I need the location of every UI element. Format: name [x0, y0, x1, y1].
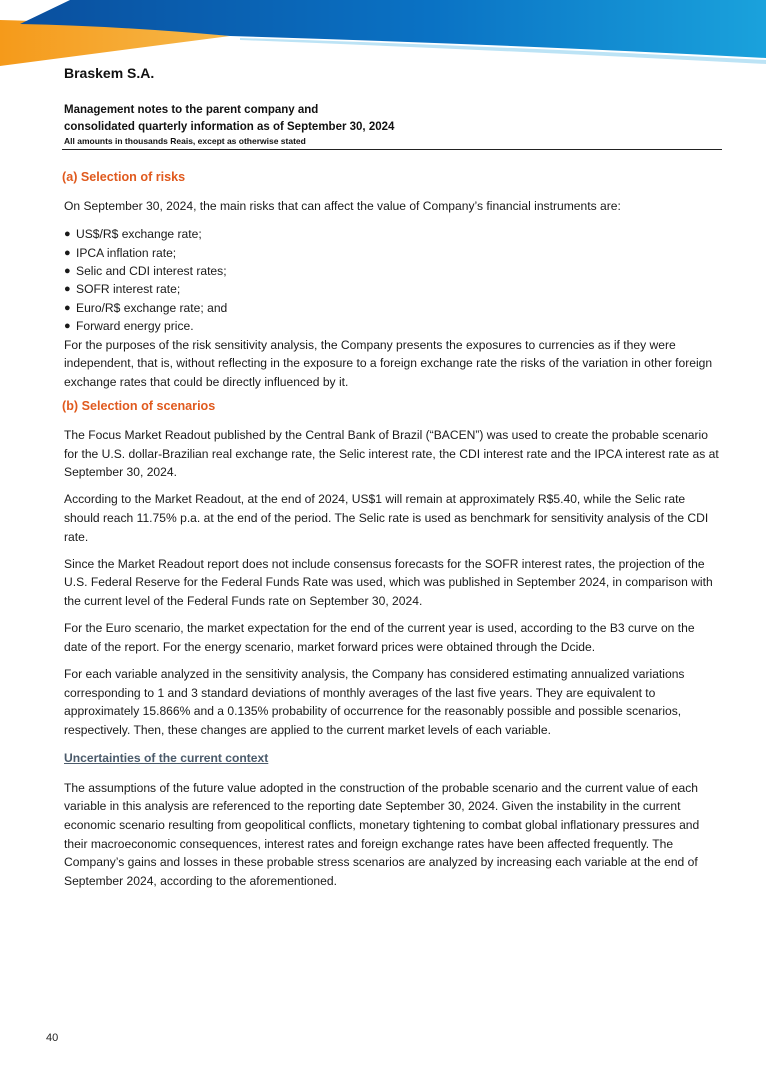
- section-a-closing: For the purposes of the risk sensitivity analysis, the Company presents the exposures to currencies as if they were independent, that is, without reflecting in the exposure to a foreign exchange rate the risks of the variation in other foreign exchange rates that could be directly influenced by it.: [64, 337, 713, 389]
- list-item: ● Forward energy price.: [64, 317, 719, 335]
- section-b-paragraph-2: According to the Market Readout, at the end of 2024, US$1 will remain at approximately R$5.40, while the Selic rate should reach 11.75% p.a. at the end of the period. The Selic rate is used as benchmark for sensitivity analysis of the CDI rate.: [64, 492, 709, 544]
- list-item: ● US$/R$ exchange rate;: [64, 225, 719, 243]
- uncertainties-heading: Uncertainties of the current context: [64, 751, 269, 766]
- subtitle-line-2: consolidated quarterly information as of September 30, 2024: [64, 121, 395, 133]
- section-b-paragraph-3: Since the Market Readout report does not include consensus forecasts for the SOFR interest rates, the projection of the U.S. Federal Reserve for the Federal Funds Rate was used, which was published in September 2024, in comparison with the current level of the Federal Funds rate on September 30, 2024.: [64, 556, 713, 608]
- bullet-dot-icon: ●: [64, 265, 71, 277]
- document-subtitle: [64, 102, 394, 136]
- bullet-dot-icon: ●: [64, 283, 71, 296]
- company-name: Braskem S.A.: [64, 65, 155, 81]
- section-b-paragraph-5: For each variable analyzed in the sensitivity analysis, the Company has considered estimating annualized variations corresponding to 1 and 3 standard deviations of monthly averages of the last five years. They are equivalent to approximately 15.866% and a 0.135% probability of occurrence for the reasonably possible and possible scenarios, respectively. Then, these changes are applied to the current market levels of each variable.: [64, 666, 685, 737]
- list-item: ● IPCA inflation rate;: [64, 244, 719, 262]
- section-b-heading: (b) Selection of scenarios: [62, 399, 216, 414]
- bullet-dot-icon: ●: [64, 246, 71, 259]
- uncertainties-paragraph: The assumptions of the future value adopted in the construction of the probable scenario and the current value of each variable in this analysis are referenced to the reporting date September 30, 2024. Given the instability in the current economic scenario resulting from geopolitical conflicts, monetary tightening to combat global inflationary pressures and their macroeconomic consequences, interest rates and foreign exchange rates have been affected frequently. The Company’s gains and losses in these probable stress scenarios are analyzed by increasing each variable at the end of September 2024, according to the aforementioned.: [64, 780, 700, 888]
- subtitle-line-1: Management notes to the parent company and: [64, 104, 319, 116]
- section-b-paragraph-1: The Focus Market Readout published by the Central Bank of Brazil (“BACEN”) was used to create the probable scenario for the U.S. dollar-Brazilian real exchange rate, the Selic interest rate, the CDI interest rate and the IPCA interest rate as at September 30, 2024.: [64, 428, 719, 480]
- bullet-dot-icon: ●: [64, 320, 71, 333]
- header-banner: [0, 0, 766, 66]
- risk-list: [64, 225, 719, 335]
- bullet-dot-icon: ●: [64, 301, 71, 314]
- section-a-heading: (a) Selection of risks: [62, 170, 186, 184]
- list-item: ● Euro/R$ exchange rate; and: [64, 299, 719, 317]
- list-item: ● Selic and CDI interest rates;: [64, 262, 719, 280]
- section-b-paragraph-4: For the Euro scenario, the market expectation for the end of the current year is used, according to the B3 curve on the date of the report. For the energy scenario, market forward prices were obtained through the Dcide.: [64, 621, 695, 654]
- header-divider: [62, 149, 722, 150]
- section-a-intro: On September 30, 2024, the main risks that can affect the value of Company’s financial instruments are:: [64, 198, 621, 213]
- amounts-note: All amounts in thousands Reais, except as otherwise stated: [64, 136, 306, 146]
- page-number: 40: [46, 1032, 59, 1044]
- list-item: ● SOFR interest rate;: [64, 280, 719, 298]
- bullet-dot-icon: ●: [64, 228, 71, 241]
- document-body: [64, 168, 719, 899]
